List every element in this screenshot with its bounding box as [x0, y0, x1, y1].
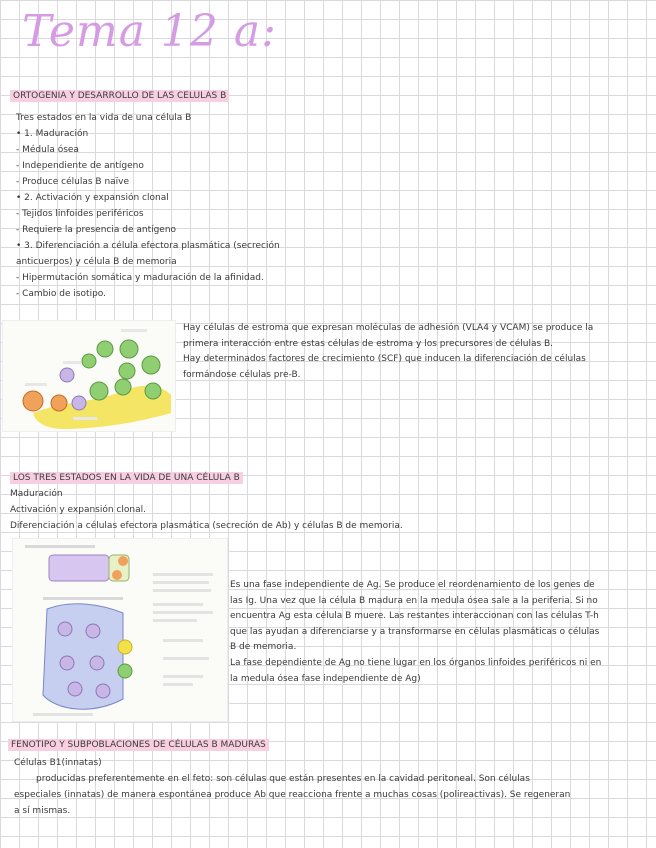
list-item: • 1. Maduración	[16, 129, 89, 139]
section2-list	[10, 486, 403, 534]
paragraph-line: primera interacción entre estas células de estroma y los precursores de células B.	[183, 338, 554, 349]
paragraph-line: Hay células de estroma que expresan moléculas de adhesión (VLA4 y VCAM) se produce la	[183, 323, 594, 333]
paragraph-line: las Ig. Una vez que la célula B madura en la medula ósea sale a la periferia. Si no	[230, 595, 598, 606]
stroma-cells-figure	[2, 320, 176, 432]
list-item: Diferenciación a células efectora plasmática (secreción de Ab) y células B de memoria.	[10, 521, 403, 531]
list-item: • 2. Activación y expansión clonal	[16, 193, 169, 203]
b-cell-stages-illustration	[13, 539, 227, 721]
paragraph-line: producidas preferentemente en el feto: son células que están presentes en la cavidad peritoneal. Son células	[36, 774, 530, 784]
section-heading-ortogenia: ORTOGENIA Y DESARROLLO DE LAS CELULAS B	[10, 90, 229, 102]
list-item: - Requiere la presencia de antígeno	[16, 225, 177, 235]
paragraph-line: Hay determinados factores de crecimiento (SCF) que inducen la diferenciación de células	[183, 354, 586, 365]
list-item: - Independiente de antígeno	[16, 161, 144, 171]
paragraph-line: especiales (innatas) de manera espontánea produce Ab que reacciona frente a muchas cosas (polireactivas). Se regeneran	[14, 790, 571, 800]
stroma-diagram-illustration	[3, 321, 175, 431]
stroma-paragraph	[183, 321, 651, 383]
paragraph-line: encuentra Ag esta célula B muere. Las restantes interaccionan con las células T-h	[230, 611, 599, 622]
list-item: Células B1(innatas)	[14, 758, 102, 768]
list-item: - Hipermutación somática y maduración de la afinidad.	[16, 273, 264, 283]
list-item: - Tejidos linfoides periféricos	[16, 209, 144, 219]
list-item: - Médula ósea	[16, 145, 79, 155]
paragraph-line: formándose células pre-B.	[183, 369, 301, 380]
stages-paragraph	[230, 578, 650, 687]
section-heading-fenotipo: FENOTIPO Y SUBPOBLACIONES DE CÉLULAS B MADURAS	[8, 739, 269, 751]
list-item: - Produce células B naïve	[16, 177, 130, 187]
paragraph-line: a sí mismas.	[14, 806, 71, 816]
page-title: Tema 12 a:	[22, 6, 277, 57]
paragraph-line: que las ayudan a diferenciarse y a transformarse en células plasmáticas o células	[230, 626, 600, 637]
list-item: anticuerpos) y célula B de memoria	[16, 257, 177, 267]
list-item: - Cambio de isotipo.	[16, 289, 107, 299]
section3-text	[14, 755, 644, 819]
list-item: Maduración	[10, 489, 63, 499]
paragraph-line: La fase dependiente de Ag no tiene lugar en los órganos linfoides periféricos ni en	[230, 657, 602, 668]
section-heading-tres-estados: LOS TRES ESTADOS EN LA VIDA DE UNA CÉLULA B	[10, 472, 243, 484]
list-item: Tres estados en la vida de una célula B	[16, 113, 192, 123]
paragraph-line: la medula ósea fase independiente de Ag)	[230, 673, 421, 684]
section1-list	[16, 110, 280, 302]
paragraph-line: Es una fase independiente de Ag. Se produce el reordenamiento de los genes de	[230, 580, 595, 590]
list-item: • 3. Diferenciación a célula efectora plasmática (secreción	[16, 241, 280, 251]
b-cell-stages-figure	[12, 538, 228, 722]
paragraph-line: B de memoria.	[230, 642, 297, 653]
list-item: Activación y expansión clonal.	[10, 505, 146, 515]
